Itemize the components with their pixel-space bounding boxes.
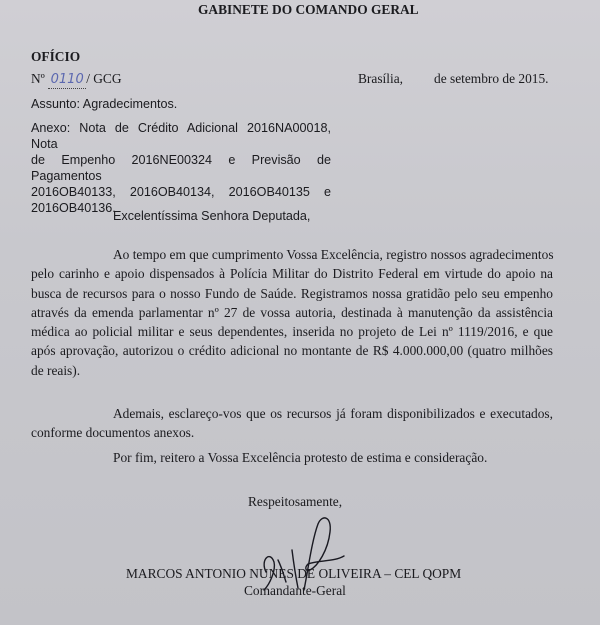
data-text: de setembro de 2015. bbox=[434, 71, 549, 86]
paragrafo-line: através da emenda parlamentar nº 27 de vossa autoria, destinada à manutenção da assistência bbox=[31, 304, 553, 320]
saudacao: Excelentíssima Senhora Deputada, bbox=[113, 209, 311, 223]
paragrafo-line: médica ao policial militar e seus dependentes, inserida no projeto de Lei nº 1119/2016, e que bbox=[31, 324, 553, 340]
numero-prefix: Nº bbox=[31, 71, 45, 86]
oficio-label: OFÍCIO bbox=[31, 49, 81, 64]
paragrafo-line: Ademais, esclareço-vos que os recursos já foram disponibilizados e executados, bbox=[113, 406, 553, 421]
paragrafo-line: Ao tempo em que cumprimento Vossa Excelência, registro nossos agradecimentos bbox=[113, 247, 554, 262]
anexo-line: 2016OB40136. bbox=[31, 201, 116, 215]
assunto-line: Assunto: Agradecimentos. bbox=[31, 97, 178, 111]
paragrafo-2 bbox=[31, 404, 553, 443]
header-title: GABINETE DO COMANDO GERAL bbox=[198, 2, 419, 17]
signatory-name: MARCOS ANTONIO NUNES DE OLIVEIRA – CEL QOPM bbox=[126, 566, 462, 581]
oficio-numero bbox=[31, 71, 122, 89]
anexo-block bbox=[31, 120, 331, 216]
anexo-line: Anexo: Nota de Crédito Adicional 2016NA00018, Nota bbox=[31, 121, 331, 151]
numero-suffix: / GCG bbox=[86, 71, 122, 86]
numero-handwritten: 0110 bbox=[48, 72, 86, 89]
signatory-role: Comandante-Geral bbox=[244, 583, 346, 598]
paragrafo-3: Por fim, reitero a Vossa Excelência protesto de estima e consideração. bbox=[113, 450, 488, 465]
paragrafo-line: conforme documentos anexos. bbox=[31, 425, 195, 441]
anexo-line: 2016OB40133, 2016OB40134, 2016OB40135 e bbox=[31, 185, 331, 199]
anexo-line: de Empenho 2016NE00324 e Previsão de Pagamentos bbox=[31, 153, 331, 183]
paragrafo-line: de reais). bbox=[31, 362, 81, 378]
paragrafo-line: pelo carinho e apoio dispensados à Polícia Militar do Distrito Federal em virtude do apoio na bbox=[31, 266, 553, 282]
fecho: Respeitosamente, bbox=[248, 494, 343, 509]
paragrafo-line: busca de recursos para o nosso Fundo de Saúde. Registramos nossa gratidão pelo seu empenho bbox=[31, 285, 553, 301]
local-text: Brasília, bbox=[358, 71, 403, 86]
paragrafo-1 bbox=[31, 245, 553, 380]
paragrafo-line: após aprovação, autorizou o crédito adicional no montante de R$ 4.000.000,00 (quatro milhões bbox=[31, 343, 553, 359]
